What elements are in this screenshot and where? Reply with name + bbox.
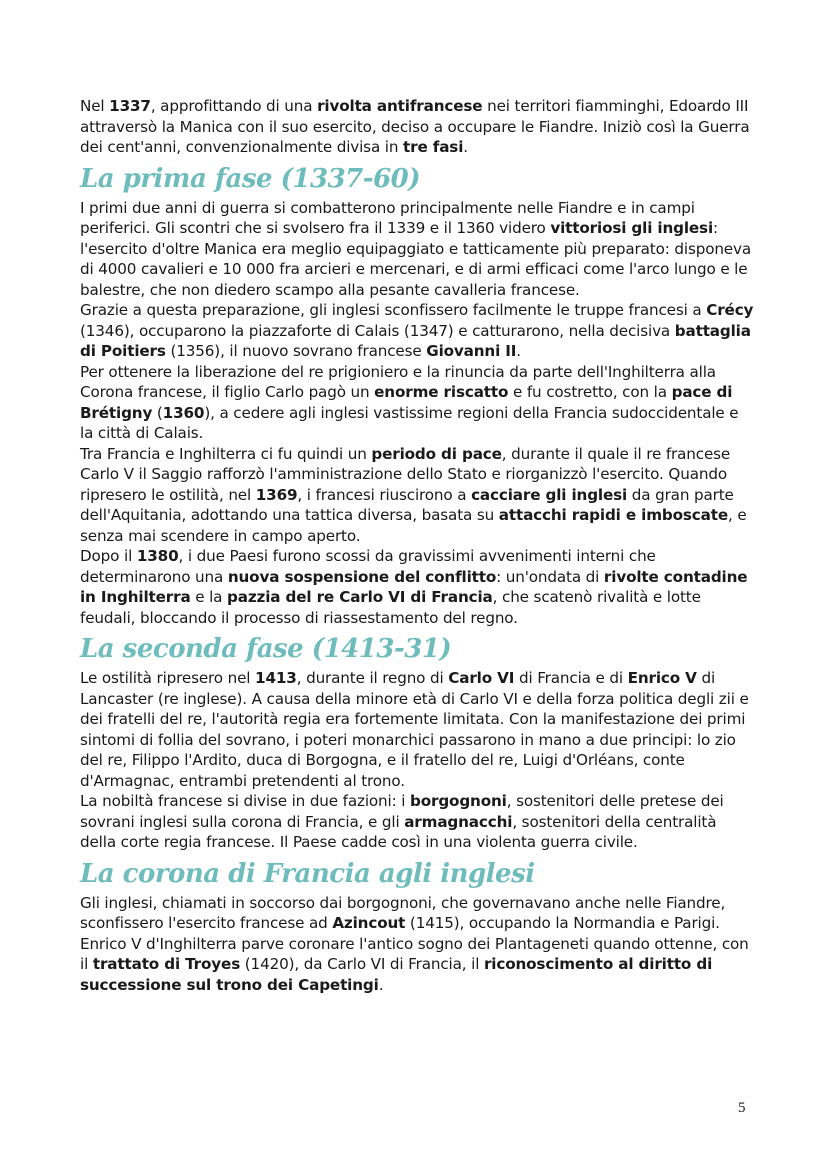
paragraph: Le ostilità ripresero nel 1413, durante il regno di Carlo VI di Francia e di Enrico V di Lancaster (re inglese). A causa della minore età di Carlo VI e della forza politica degli zii e dei fratelli del re, l'autorità regia era fortemente limitata. Con la manifestazione dei primi sintomi di follia del sovrano, i poteri monarchici passarono in mano a due principi: lo zio del re, Filippo l'Ardito, duca di Borgogna, e il fratello del re, Luigi d'Orléans, conte d'Armagnac, entrambi pretendenti al trono. bbox=[80, 669, 749, 790]
bold-term: attacchi rapidi e imboscate bbox=[498, 506, 729, 524]
page-number: 5 bbox=[738, 1100, 746, 1116]
section-heading-prima-fase: La prima fase (1337-60) bbox=[80, 163, 421, 194]
bold-term: periodo di pace bbox=[371, 444, 502, 463]
bold-term: nuova sospensione del conflitto bbox=[227, 567, 497, 586]
bold-term: 1413 bbox=[255, 669, 297, 687]
bold-term: 1380 bbox=[136, 547, 179, 565]
intro-paragraph: Nel 1337, approfittando di una rivolta antifrancese nei territori fiamminghi, Edoardo III attraversò la Manica con il suo esercito, deciso a occupare le Fiandre. Iniziò così la Guerra dei cent'anni, convenzionalmente divisa in tre fasi. bbox=[80, 97, 750, 156]
bold-term: riconoscimento al diritto di successione sul trono dei Capetingi bbox=[80, 955, 713, 994]
bold-term: Carlo VI bbox=[448, 669, 515, 687]
bold-term: vittoriosi gli inglesi bbox=[550, 219, 713, 237]
bold-term: 1360 bbox=[162, 403, 205, 422]
paragraph: Dopo il 1380, i due Paesi furono scossi da gravissimi avvenimenti interni che determinarono una nuova sospensione del conflitto: un'ondata di rivolte contadine in Inghilterra e la pazzia del re Carlo VI di Francia, che scatenò rivalità e lotte feudali, bloccando il processo di riassestamento del regno. bbox=[80, 547, 748, 627]
bold-term: Enrico V bbox=[627, 669, 697, 687]
paragraph: I primi due anni di guerra si combatterono principalmente nelle Fiandre e in campi periferici. Gli scontri che si svolsero fra il 1339 e il 1360 videro vittoriosi gli inglesi: l'esercito d'oltre Manica era meglio equipaggiato e tatticamente più preparato: disponeva di 4000 cavalieri e 10 000 fra arcieri e mercenari, e di armi efficaci come l'arco lungo e le balestre, che non diedero scampo alla pesante cavalleria francese. bbox=[80, 198, 751, 299]
paragraph: Tra Francia e Inghilterra ci fu quindi un periodo di pace, durante il quale il re francese Carlo V il Saggio rafforzò l'amministrazione dello Stato e riorganizzò l'esercito. Quando ripresero le ostilità, nel 1369, i francesi riuscirono a cacciare gli inglesi da gran parte dell'Aquitania, adottando una tattica diversa, basata su attacchi rapidi e imboscate, e senza mai scendere in campo aperto. bbox=[80, 444, 747, 545]
bold-term: tre fasi bbox=[403, 138, 464, 156]
bold-term: enorme riscatto bbox=[374, 383, 509, 401]
bold-term: borgognoni bbox=[409, 792, 507, 810]
bold-term: Crécy bbox=[706, 301, 754, 319]
paragraph: Grazie a questa preparazione, gli inglesi sconfissero facilmente le truppe francesi a Crécy (1346), occuparono la piazzaforte di Calais (1347) e catturarono, nella decisiva battaglia di Poitiers (1356), il nuovo sovrano francese Giovanni II. bbox=[80, 301, 754, 360]
bold-term: 1369 bbox=[255, 485, 298, 504]
bold-term: Azincout bbox=[332, 914, 406, 932]
bold-term: rivolta antifrancese bbox=[317, 97, 483, 115]
section-seconda-fase bbox=[80, 668, 756, 853]
section-heading-seconda-fase: La seconda fase (1413-31) bbox=[80, 634, 452, 664]
bold-term: armagnacchi bbox=[404, 812, 513, 831]
bold-term: cacciare gli inglesi bbox=[471, 485, 628, 504]
paragraph: Per ottenere la liberazione del re prigioniero e la rinuncia da parte dell'Inghilterra alla Corona francese, il figlio Carlo pagò un enorme riscatto e fu costretto, con la pace di Brétigny (1360), a cedere agli inglesi vastissime regioni della Francia sudoccidentale e la città di Calais. bbox=[80, 362, 739, 442]
paragraph: Gli inglesi, chiamati in soccorso dai borgognoni, che governavano anche nelle Fiandre, sconfissero l'esercito francese ad Azincout (1415), occupando la Normandia e Parigi. Enrico V d'Inghilterra parve coronare l'antico sogno dei Plantageneti quando ottenne, con il trattato di Troyes (1420), da Carlo VI di Francia, il riconoscimento al diritto di successione sul trono dei Capetingi. bbox=[80, 893, 749, 994]
bold-term: Giovanni II bbox=[426, 342, 517, 360]
page-body bbox=[80, 96, 756, 995]
bold-term: battaglia di Poitiers bbox=[80, 321, 751, 360]
section-heading-corona-di-francia: La corona di Francia agli inglesi bbox=[80, 858, 535, 889]
bold-term: pazzia del re Carlo VI di Francia bbox=[227, 588, 493, 606]
section-corona-di-francia bbox=[80, 893, 756, 996]
bold-term: 1337 bbox=[109, 97, 151, 115]
bold-term: rivolte contadine in Inghilterra bbox=[80, 567, 748, 606]
section-prima-fase bbox=[80, 198, 756, 629]
bold-term: pace di Brétigny bbox=[80, 383, 733, 422]
paragraph: La nobiltà francese si divise in due fazioni: i borgognoni, sostenitori delle pretese dei sovrani inglesi sulla corona di Francia, e gli armagnacchi, sostenitori della centralità della corte regia francese. Il Paese cadde così in una violenta guerra civile. bbox=[80, 792, 724, 851]
bold-term: trattato di Troyes bbox=[92, 955, 241, 973]
